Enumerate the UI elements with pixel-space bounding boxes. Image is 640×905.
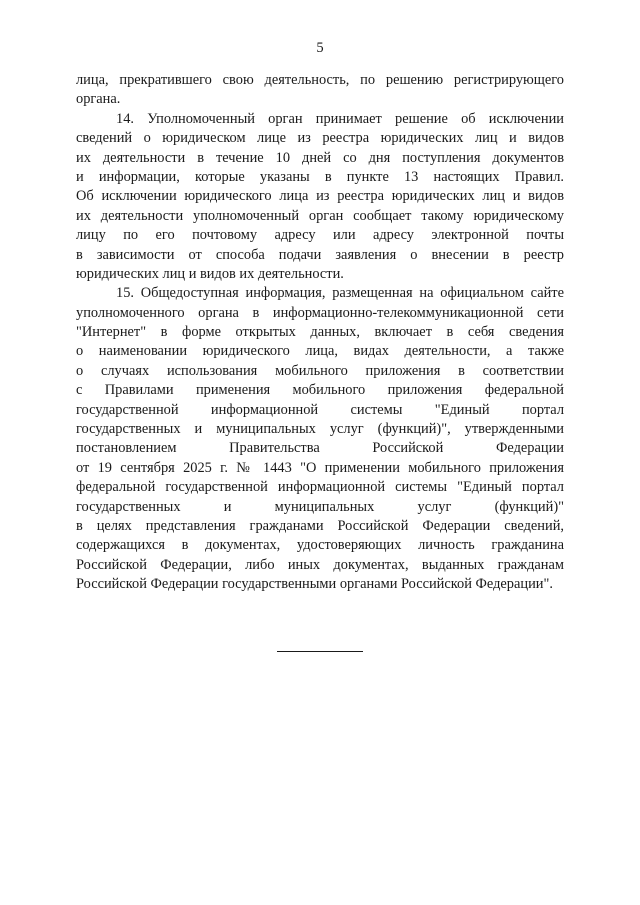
paragraph-15-start: 15. Общедоступная информация, размещенная на официальном сайте [116, 285, 564, 302]
text-line: в целях представления гражданами Российской Федерации сведений, [76, 517, 564, 534]
text-line: "Интернет" в форме открытых данных, включает в себя сведения [76, 324, 564, 341]
text-line: органа. [76, 91, 121, 108]
text-line: о наименовании юридического лица, видах деятельности, а также [76, 343, 564, 360]
text-line: сведений о юридическом лице из реестра юридических лиц и видов [76, 130, 564, 147]
text-line: федеральной государственной информационной системы "Единый портал [76, 479, 564, 496]
text-line: государственных и муниципальных услуг (функций)" [76, 498, 564, 515]
text-line: от 19 сентября 2025 г. № 1443 "О применении мобильного приложения [76, 459, 564, 476]
end-separator-line [277, 651, 363, 652]
text-line: государственных и муниципальных услуг (функций)", утвержденными [76, 421, 564, 438]
text-line: лица, прекратившего свою деятельность, по решению регистрирующего [76, 72, 564, 88]
text-line: содержащихся в документах, удостоверяющих личность гражданина [76, 537, 564, 554]
text-line: уполномоченного органа в информационно-телекоммуникационной сети [76, 304, 564, 321]
text-line: с Правилами применения мобильного приложения федеральной [76, 382, 564, 399]
text-line: государственной информационной системы "Единый портал [76, 401, 564, 418]
paragraph-14-start: 14. Уполномоченный орган принимает решение об исключении [116, 110, 564, 127]
text-line: их деятельности уполномоченный орган сообщает такому юридическому [76, 207, 564, 224]
page-number: 5 [316, 40, 324, 56]
text-line: Российской Федерации, либо иных документах, выданных гражданам [76, 556, 564, 573]
text-line: Об исключении юридического лица из реестра юридических лиц и видов [76, 188, 564, 205]
text-line: постановлением Правительства Российской Федерации [76, 440, 564, 457]
text-line: юридических лиц и видов их деятельности. [76, 265, 344, 282]
document-body [76, 71, 564, 595]
text-line: и информации, которые указаны в пункте 13 настоящих Правил. [76, 168, 564, 185]
text-line: лицу по его почтовому адресу или адресу электронной почты [76, 227, 564, 244]
text-line: в зависимости от способа подачи заявления о внесении в реестр [76, 246, 564, 263]
text-line: Российской Федерации государственными органами Российской Федерации". [76, 576, 553, 593]
text-line: их деятельности в течение 10 дней со дня поступления документов [76, 149, 564, 166]
text-line: о случаях использования мобильного приложения в соответствии [76, 362, 564, 379]
